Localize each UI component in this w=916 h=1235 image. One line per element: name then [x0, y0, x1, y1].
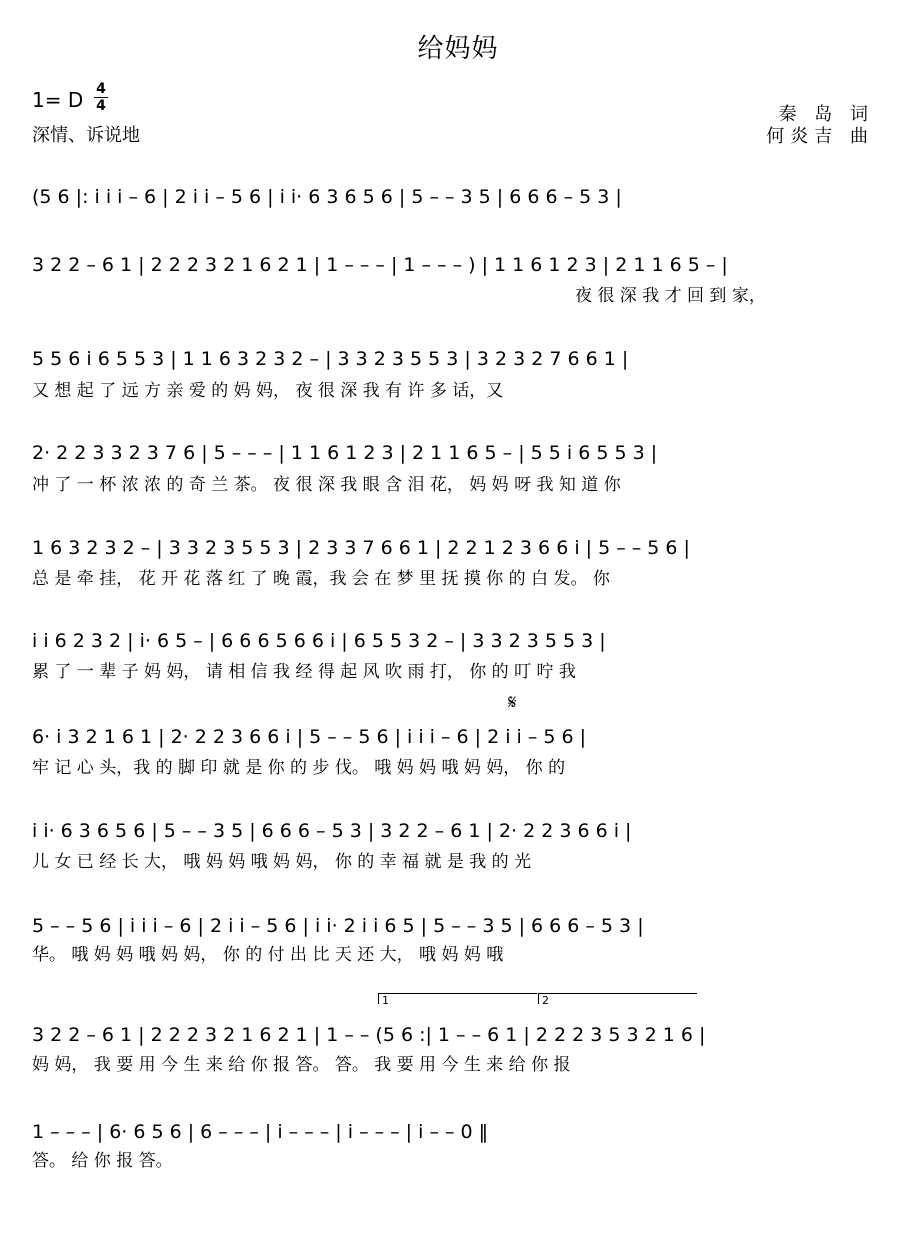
lyric-row: 夜 很 深 我 才 回 到 家， — [575, 286, 766, 306]
lyric-row: 妈 妈， 我 要 用 今 生 来 给 你 报 答。 答。 我 要 用 今 生 来 给 你 报 — [32, 1055, 571, 1075]
song-title: 给妈妈 — [417, 34, 499, 64]
notation-row: 5 5 6 i 6 5 5 3 | 1 1 6 3 2 3 2 – | 3 3 2 3 5 5 3 | 3 2 3 2 7 6 6 1 | — [32, 348, 629, 370]
notation-row: 1 6 3 2 3 2 – | 3 3 2 3 5 5 3 | 2 3 3 7 6 6 1 | 2 2 1 2 3 6 6 i | 5 – – 5 6 | — [32, 537, 690, 559]
lyric-row: 儿 女 已 经 长 大， 哦 妈 妈 哦 妈 妈， 你 的 幸 福 就 是 我 的 光 — [32, 852, 532, 872]
lyric-row: 冲 了 一 杯 浓 浓 的 奇 兰 茶。 夜 很 深 我 眼 含 泪 花， 妈 妈 呀 我 知 道 你 — [32, 475, 621, 495]
notation-row: i i 6 2 3 2 | i· 6 5 – | 6 6 6 5 6 6 i | 6 5 5 3 2 – | 3 3 2 3 5 5 3 | — [32, 630, 606, 652]
composer-credit: 何炎吉 曲 — [766, 126, 874, 147]
lyric-row: 又 想 起 了 远 方 亲 爱 的 妈 妈， 夜 很 深 我 有 许 多 话，又 — [32, 381, 504, 401]
time-signature-top: 4 — [96, 81, 106, 97]
second-ending-bracket: 2 — [538, 993, 697, 1004]
notation-row: 2· 2 2 3 3 2 3 7 6 | 5 – – – | 1 1 6 1 2 3 | 2 1 1 6 5 – | 5 5 i 6 5 5 3 | — [32, 442, 658, 464]
lyric-row: 累 了 一 辈 子 妈 妈， 请 相 信 我 经 得 起 风 吹 雨 打， 你 的 叮 咛 我 — [32, 662, 576, 682]
notation-row: 1 – – – | 6· 6 5 6 | 6 – – – | i – – – | i – – – | i – – 0 ‖ — [32, 1121, 489, 1143]
notation-row: (5 6 |: i i i – 6 | 2 i i – 5 6 | i i· 6 3 6 5 6 | 5 – – 3 5 | 6 6 6 – 5 3 | — [32, 186, 622, 208]
lyric-row: 牢 记 心 头，我 的 脚 印 就 是 你 的 步 伐。 哦 妈 妈 哦 妈 妈， 你 的 — [32, 758, 566, 778]
lyric-row: 总 是 牵 挂， 花 开 花 落 红 了 晚 霞，我 会 在 梦 里 抚 摸 你 的 白 发。 你 — [32, 569, 610, 589]
lyric-row: 答。 给 你 报 答。 — [32, 1151, 173, 1171]
notation-row: i i· 6 3 6 5 6 | 5 – – 3 5 | 6 6 6 – 5 3 | 3 2 2 – 6 1 | 2· 2 2 3 6 6 i | — [32, 820, 632, 842]
time-signature-bottom: 4 — [96, 98, 106, 114]
segno-sign: 𝄋 — [508, 690, 517, 714]
notation-row: 3 2 2 – 6 1 | 2 2 2 3 2 1 6 2 1 | 1 – – (5 6 :| 1 – – 6 1 | 2 2 2 3 5 3 2 1 6 | — [32, 1024, 706, 1046]
notation-row: 5 – – 5 6 | i i i – 6 | 2 i i – 5 6 | i i· 2 i i 6 5 | 5 – – 3 5 | 6 6 6 – 5 3 | — [32, 915, 644, 937]
lyricist-credit: 秦 岛 词 — [778, 104, 874, 125]
first-ending-bracket: 1 — [378, 993, 537, 1004]
notation-row: 6· i 3 2 1 6 1 | 2· 2 2 3 6 6 i | 5 – – 5 6 | i i i – 6 | 2 i i – 5 6 | — [32, 726, 587, 748]
notation-row: 3 2 2 – 6 1 | 2 2 2 3 2 1 6 2 1 | 1 – – – | 1 – – – ) | 1 1 6 1 2 3 | 2 1 1 6 5 – | — [32, 254, 728, 276]
tempo-marking: 深情、诉说地 — [32, 125, 140, 146]
key-signature: 1= D — [32, 88, 84, 112]
time-signature — [94, 82, 108, 113]
lyric-row: 华。 哦 妈 妈 哦 妈 妈， 你 的 付 出 比 天 还 大， 哦 妈 妈 哦 — [32, 945, 504, 965]
